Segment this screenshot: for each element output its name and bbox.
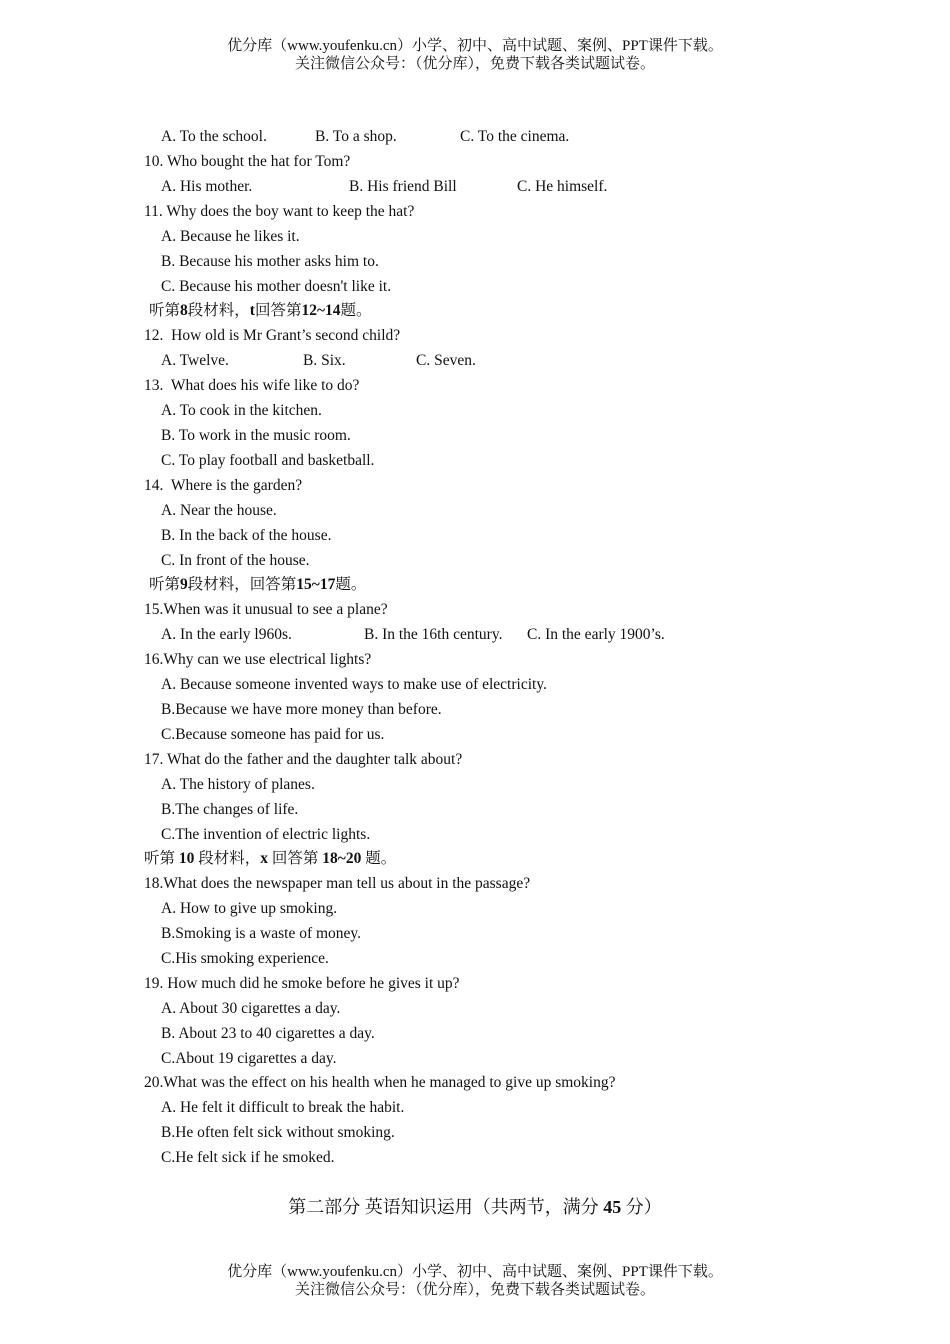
q17-option-b: B.The changes of life. <box>161 801 299 818</box>
q11-stem: 11. Why does the boy want to keep the hat? <box>144 203 415 220</box>
q19-option-b: B. About 23 to 40 cigarettes a day. <box>161 1025 375 1042</box>
header-line-1: 优分库（www.youfenku.cn）小学、初中、高中试题、案例、PPT课件下载。 <box>227 38 723 54</box>
q11-option-a: A. Because he likes it. <box>161 228 300 245</box>
q11-option-c: C. Because his mother doesn't like it. <box>161 278 392 295</box>
q16-option-b: B.Because we have more money than before. <box>161 701 442 718</box>
q14-option-b: B. In the back of the house. <box>161 527 332 544</box>
q15-option-a: A. In the early l960s. <box>161 626 292 643</box>
q14-stem: 14. Where is the garden? <box>144 477 303 494</box>
q10-option-b: B. His friend Bill <box>349 178 457 195</box>
q18-option-b: B.Smoking is a waste of money. <box>161 925 362 942</box>
q14-option-c: C. In front of the house. <box>161 552 310 569</box>
q12-option-b: B. Six. <box>303 352 346 369</box>
q11-option-b: B. Because his mother asks him to. <box>161 253 379 270</box>
q19-option-a: A. About 30 cigarettes a day. <box>161 1000 341 1017</box>
q17-stem: 17. What do the father and the daughter talk about? <box>144 751 463 768</box>
q12-option-c: C. Seven. <box>416 352 476 369</box>
q13-option-b: B. To work in the music room. <box>161 427 351 444</box>
q9-option-b: B. To a shop. <box>315 128 397 145</box>
q19-option-c: C.About 19 cigarettes a day. <box>161 1050 337 1067</box>
q9-option-c: C. To the cinema. <box>460 128 570 145</box>
q18-stem: 18.What does the newspaper man tell us about in the passage? <box>144 875 531 892</box>
q12-stem: 12. How old is Mr Grant’s second child? <box>144 327 401 344</box>
footer-line-1: 优分库（www.youfenku.cn）小学、初中、高中试题、案例、PPT课件下载。 <box>227 1264 723 1280</box>
q18-option-a: A. How to give up smoking. <box>161 900 338 917</box>
q20-option-a: A. He felt it difficult to break the habit. <box>161 1099 405 1116</box>
part-two-heading: 第二部分 英语知识运用（共两节，满分 45 分） <box>288 1197 662 1217</box>
q17-option-a: A. The history of planes. <box>161 776 315 793</box>
q9-option-a: A. To the school. <box>161 128 267 145</box>
q17-option-c: C.The invention of electric lights. <box>161 826 371 843</box>
q13-option-a: A. To cook in the kitchen. <box>161 402 322 419</box>
footer-line-2: 关注微信公众号：（优分库），免费下载各类试题试卷。 <box>294 1282 655 1298</box>
q13-option-c: C. To play football and basketball. <box>161 452 375 469</box>
q18-option-c: C.His smoking experience. <box>161 950 329 967</box>
q10-stem: 10. Who bought the hat for Tom? <box>144 153 351 170</box>
instruction-section-8: 听第8段材料，t回答第12~14题。 <box>149 302 372 319</box>
q10-option-a: A. His mother. <box>161 178 253 195</box>
q14-option-a: A. Near the house. <box>161 502 277 519</box>
q20-stem: 20.What was the effect on his health when he managed to give up smoking? <box>144 1074 616 1091</box>
q10-option-c: C. He himself. <box>517 178 608 195</box>
q12-option-a: A. Twelve. <box>161 352 229 369</box>
q16-stem: 16.Why can we use electrical lights? <box>144 651 372 668</box>
instruction-section-10: 听第 10 段材料，x 回答第 18~20 题。 <box>144 850 397 867</box>
q13-stem: 13. What does his wife like to do? <box>144 377 360 394</box>
q16-option-a: A. Because someone invented ways to make use of electricity. <box>161 676 547 693</box>
q20-option-c: C.He felt sick if he smoked. <box>161 1149 335 1166</box>
q16-option-c: C.Because someone has paid for us. <box>161 726 385 743</box>
header-line-2: 关注微信公众号：（优分库），免费下载各类试题试卷。 <box>294 56 655 72</box>
q15-stem: 15.When was it unusual to see a plane? <box>144 601 388 618</box>
q15-option-c: C. In the early 1900’s. <box>527 626 665 643</box>
q15-option-b: B. In the 16th century. <box>364 626 503 643</box>
q19-stem: 19. How much did he smoke before he gives it up? <box>144 975 460 992</box>
q20-option-b: B.He often felt sick without smoking. <box>161 1124 395 1141</box>
instruction-section-9: 听第9段材料，回答第15~17题。 <box>149 576 367 593</box>
